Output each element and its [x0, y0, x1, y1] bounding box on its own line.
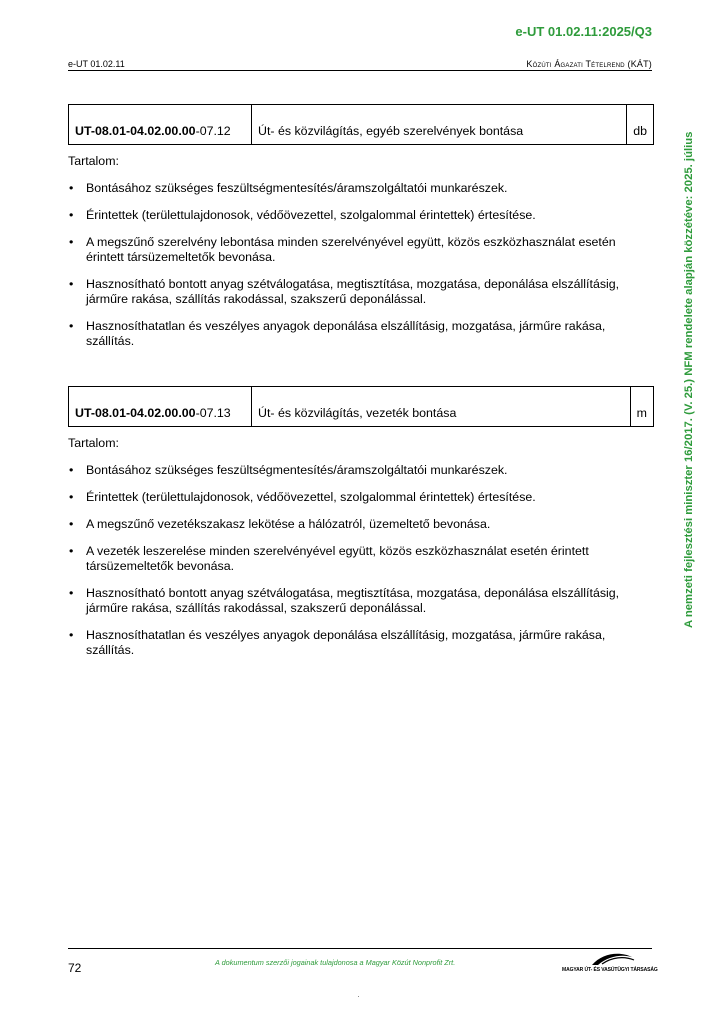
header-right: Közúti Ágazati Tételrend (KÁT) — [526, 59, 652, 69]
side-publication-note: A nemzeti fejlesztési miniszter 16/2017. (V. 25.) NFM rendelete alapján közzétéve: 2025. július — [683, 131, 695, 628]
item-title: Út- és közvilágítás, egyéb szerelvények bontása — [252, 105, 627, 145]
footer-divider — [68, 948, 652, 949]
item-code-suffix: -07.13 — [195, 406, 231, 420]
item-code — [69, 105, 252, 145]
item-title: Út- és közvilágítás, vezeték bontása — [252, 387, 631, 427]
item-table-1 — [68, 104, 654, 145]
header-divider — [68, 70, 652, 71]
document-code: e-UT 01.02.11:2025/Q3 — [515, 24, 652, 39]
logo-text: MAGYAR ÚT- ÉS VASÚTÜGYI TÁRSASÁG — [562, 967, 658, 973]
content-label: Tartalom: — [68, 154, 119, 168]
list-item: • Érintettek (területtulajdonosok, védőövezettel, szolgalommal érintettek) értesítése. — [68, 208, 628, 223]
item-table-2 — [68, 386, 654, 427]
content-label: Tartalom: — [68, 436, 119, 450]
list-item: • A megszűnő szerelvény lebontása minden szerelvényével együtt, közös eszközhasználat esetén érintett társüzemeltetők bevonása. — [68, 235, 628, 265]
header-left: e-UT 01.02.11 — [68, 59, 125, 69]
list-item: • A vezeték leszerelése minden szerelvényével együtt, közös eszközhasználat esetén érintett társüzemeltetők bevonása. — [68, 544, 628, 574]
list-item: • Hasznosítható bontott anyag szétválogatása, megtisztítása, mozgatása, deponálása elszállításig, járműre rakása, szállítás rakodással, szakszerű deponálással. — [68, 277, 628, 307]
list-item: • Hasznosíthatatlan és veszélyes anyagok deponálása elszállításig, mozgatása, járműre rakása, szállítás. — [68, 628, 628, 658]
footer-copyright: A dokumentum szerzői jogainak tulajdonosa a Magyar Közút Nonprofit Zrt. — [215, 958, 456, 967]
logo-swoosh-icon — [562, 951, 654, 967]
item-code-main: UT-08.01-04.02.00.00 — [75, 124, 196, 138]
content-list-1 — [68, 181, 628, 361]
list-item: • Bontásához szükséges feszültségmentesítés/áramszolgáltatói munkarészek. — [68, 181, 628, 196]
item-unit: db — [627, 105, 654, 145]
item-unit: m — [630, 387, 653, 427]
list-item: • Hasznosítható bontott anyag szétválogatása, megtisztítása, mozgatása, deponálása elszállításig, járműre rakása, szállítás rakodással, szakszerű deponálással. — [68, 586, 628, 616]
list-item: • Érintettek (területtulajdonosok, védőövezettel, szolgalommal érintettek) értesítése. — [68, 490, 628, 505]
company-logo-icon — [562, 951, 658, 973]
page-number: 72 — [68, 961, 82, 975]
stray-dot — [358, 996, 359, 997]
item-code — [69, 387, 252, 427]
list-item: • Bontásához szükséges feszültségmentesítés/áramszolgáltatói munkarészek. — [68, 463, 628, 478]
content-list-2 — [68, 463, 628, 670]
item-code-main: UT-08.01-04.02.00.00 — [75, 406, 196, 420]
item-code-suffix: -07.12 — [195, 124, 231, 138]
list-item: • Hasznosíthatatlan és veszélyes anyagok deponálása elszállításig, mozgatása, járműre rakása, szállítás. — [68, 319, 628, 349]
list-item: • A megszűnő vezetékszakasz lekötése a hálózatról, üzemeltető bevonása. — [68, 517, 628, 532]
